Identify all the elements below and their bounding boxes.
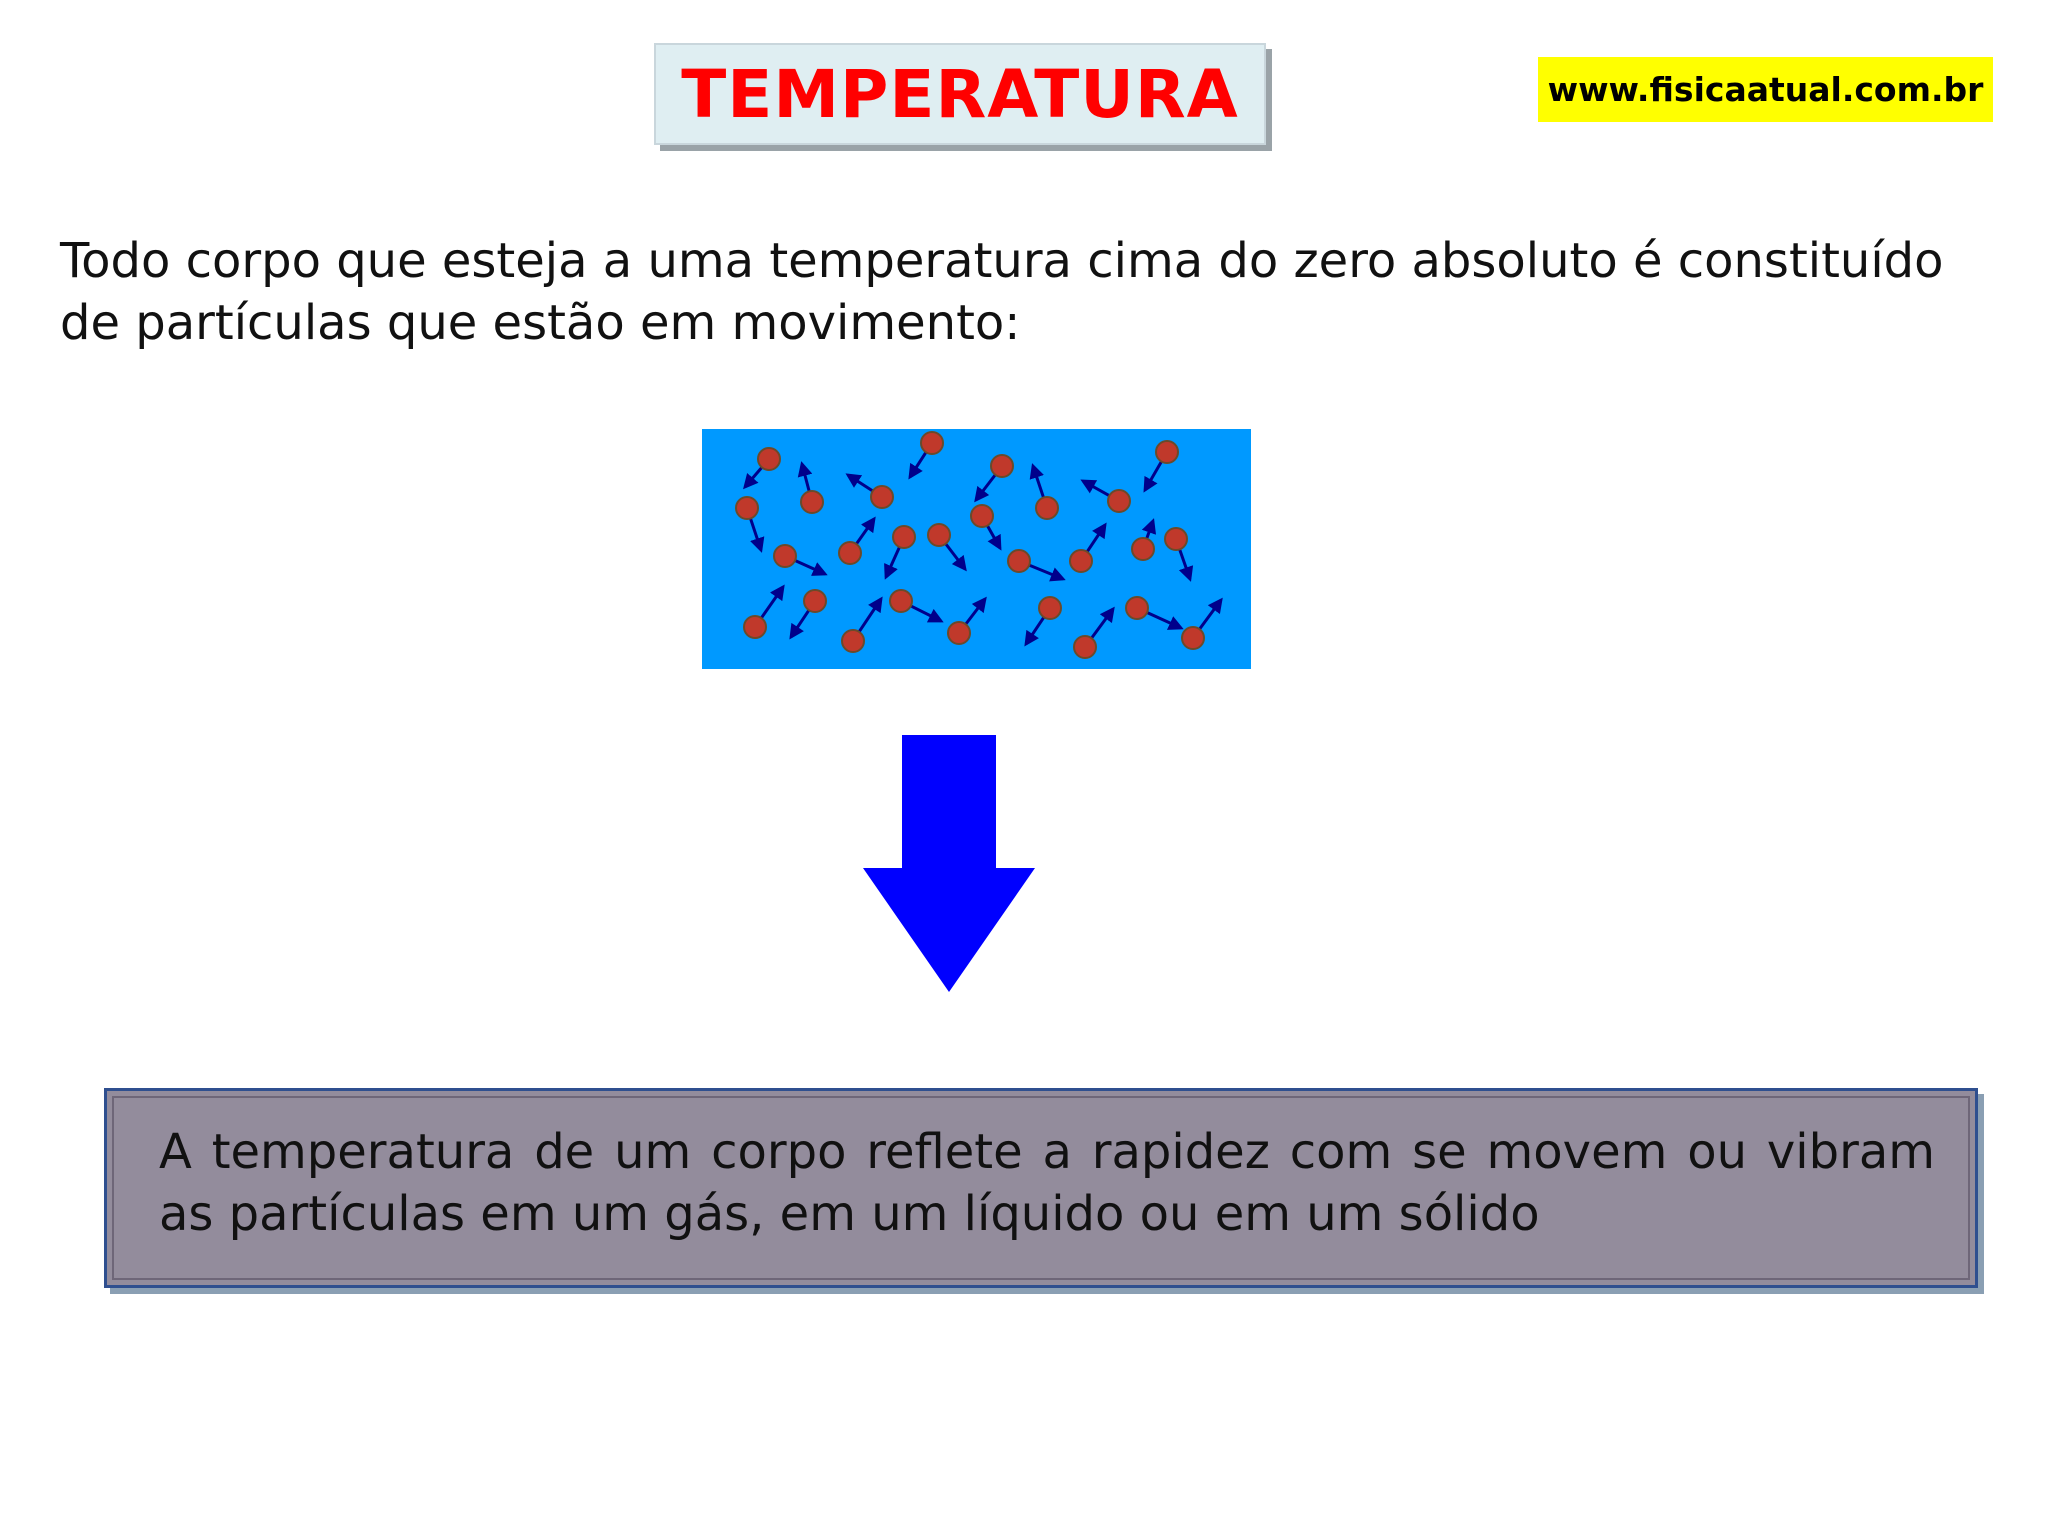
particle	[801, 491, 823, 513]
page-title: TEMPERATURA	[681, 55, 1239, 133]
motion-arrow-icon	[987, 526, 1000, 548]
particle	[921, 432, 943, 454]
motion-arrow-icon	[1145, 462, 1161, 490]
motion-arrow-icon	[886, 547, 899, 577]
motion-arrow-icon	[1026, 617, 1044, 644]
particle	[1008, 550, 1030, 572]
motion-arrow-icon	[791, 610, 809, 637]
particle	[971, 505, 993, 527]
motion-arrow-icon	[1092, 609, 1113, 638]
particle	[1156, 441, 1178, 463]
particle	[736, 497, 758, 519]
particle	[991, 455, 1013, 477]
particle	[1182, 627, 1204, 649]
motion-arrow-icon	[795, 561, 825, 574]
particle	[1165, 528, 1187, 550]
motion-arrow-icon	[946, 544, 965, 569]
conclusion-text: A temperatura de um corpo reflete a rapidez com se movem ou vibram as partículas em um gás, em um líquido ou em um sólido	[159, 1124, 1935, 1242]
motion-arrow-icon	[1200, 600, 1221, 629]
motion-arrow-icon	[750, 518, 761, 550]
particle	[1132, 538, 1154, 560]
down-arrow-icon	[860, 735, 1040, 995]
motion-arrow-icon	[856, 519, 874, 544]
particle	[1126, 597, 1148, 619]
particle	[744, 616, 766, 638]
particle	[1108, 490, 1130, 512]
motion-arrow-icon	[1147, 613, 1181, 628]
motion-arrow-icon	[1083, 481, 1109, 496]
motion-arrow-icon	[761, 587, 783, 618]
motion-arrow-icon	[859, 599, 881, 632]
particle	[890, 590, 912, 612]
title-box	[654, 43, 1266, 145]
particle	[1074, 636, 1096, 658]
particle	[774, 545, 796, 567]
motion-arrow-icon	[802, 464, 809, 491]
particle	[1039, 597, 1061, 619]
motion-arrow-icon	[966, 599, 985, 624]
motion-arrow-icon	[848, 475, 873, 491]
motion-arrow-icon	[1147, 521, 1153, 539]
particle	[804, 590, 826, 612]
motion-arrow-icon	[1087, 525, 1105, 552]
particle-diagram-svg	[702, 429, 1251, 669]
motion-arrow-icon	[745, 467, 762, 487]
motion-arrow-icon	[1033, 466, 1044, 498]
intro-text: Todo corpo que esteja a uma temperatura cima do zero absoluto é constituído de partículas que estão em movimento:	[60, 233, 1944, 351]
particle	[1070, 550, 1092, 572]
particle	[948, 622, 970, 644]
motion-arrow-icon	[1180, 549, 1190, 579]
particle	[893, 526, 915, 548]
particle	[839, 542, 861, 564]
site-link[interactable]: www.fisicaatual.com.br	[1538, 57, 1993, 122]
particle	[842, 630, 864, 652]
particle-diagram	[702, 429, 1251, 669]
particle	[1036, 497, 1058, 519]
motion-arrow-icon	[976, 475, 995, 500]
motion-arrow-icon	[1029, 565, 1063, 579]
particle	[758, 448, 780, 470]
particle	[871, 486, 893, 508]
motion-arrow-icon	[911, 606, 941, 621]
particle	[928, 524, 950, 546]
conclusion-box	[104, 1088, 1978, 1288]
motion-arrow-icon	[910, 452, 926, 477]
